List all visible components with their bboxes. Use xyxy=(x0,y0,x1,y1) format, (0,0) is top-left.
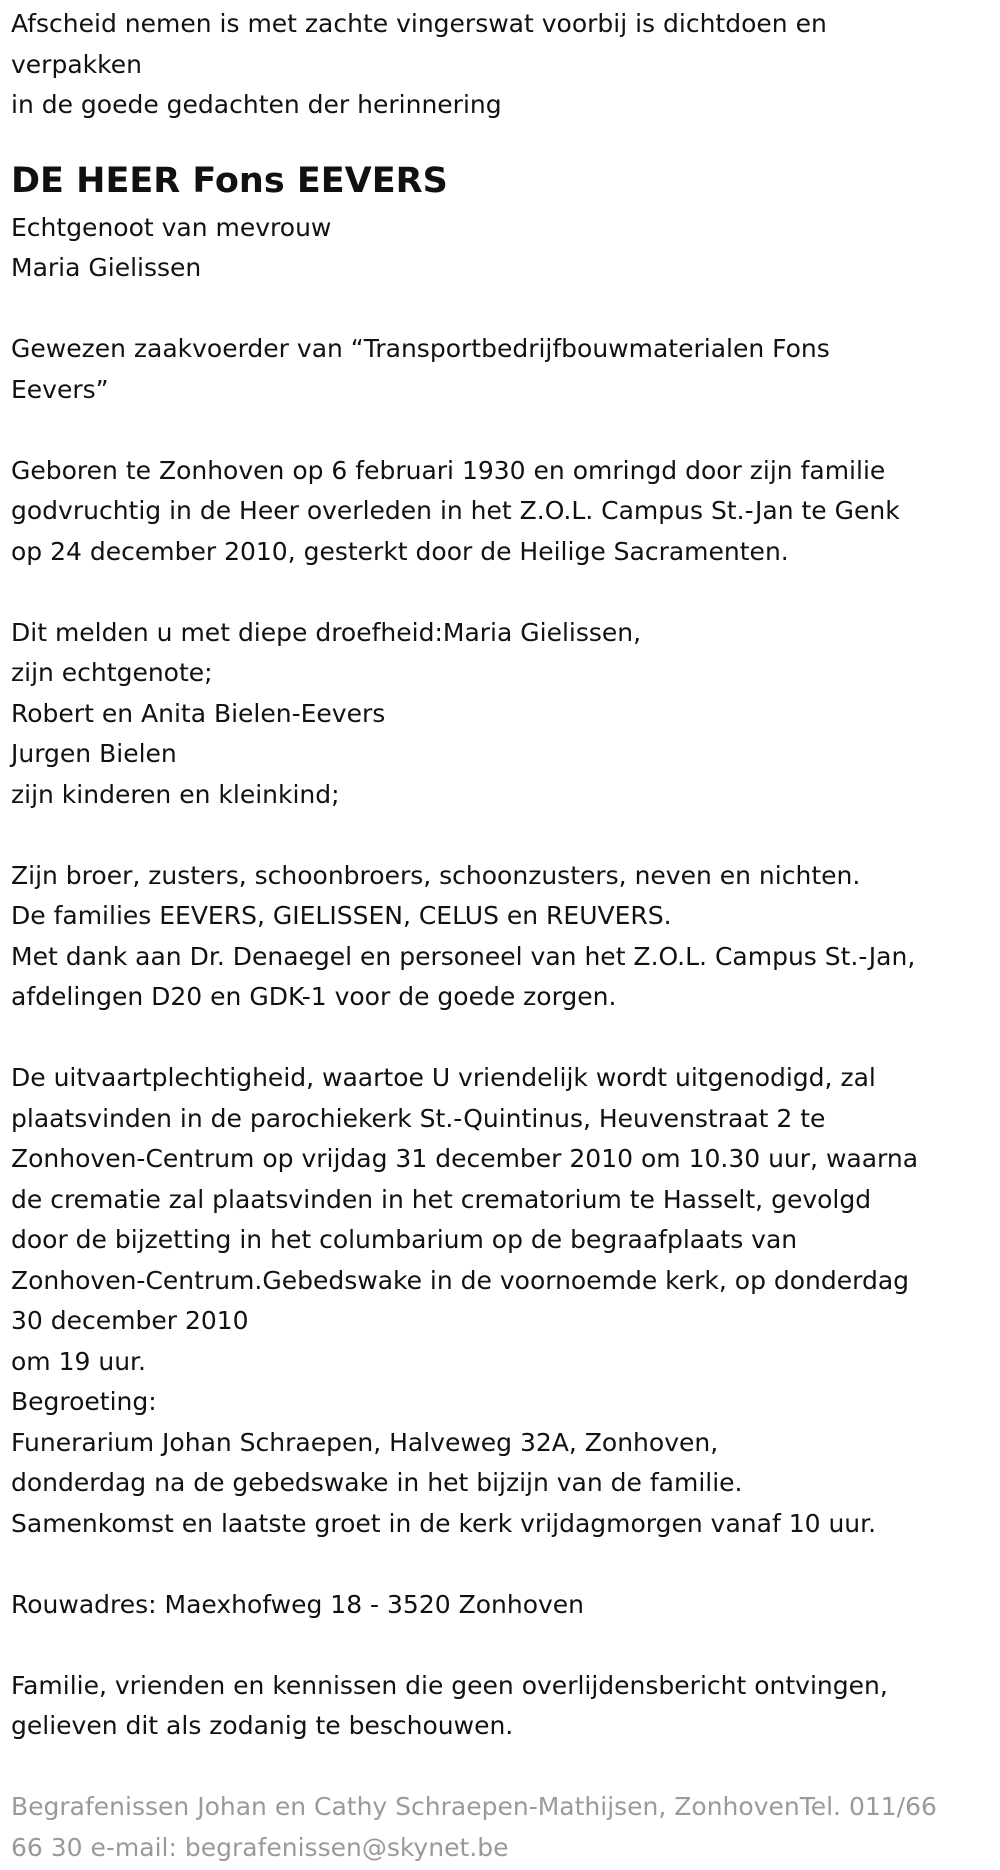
footer-line: Begrafenissen Johan en Cathy Schraepen-Mathijsen, ZonhovenTel. 011/66 xyxy=(11,1792,937,1821)
family-line: Zijn broer, zusters, schoonbroers, schoonzusters, neven en nichten. xyxy=(11,860,861,890)
ceremony-line: Funerarium Johan Schraepen, Halveweg 32A, Zonhoven, xyxy=(11,1427,719,1457)
birth-death-line: Geboren te Zonhoven op 6 februari 1930 en omringd door zijn familie xyxy=(11,455,886,485)
family-section xyxy=(11,856,1000,1018)
address-section xyxy=(11,1585,1000,1626)
career-line: Gewezen zaakvoerder van “Transportbedrijfbouwmaterialen Fons xyxy=(11,334,830,363)
announcers-section xyxy=(11,613,1000,816)
announcer-line: Robert en Anita Bielen-Eevers xyxy=(11,698,386,728)
announcer-line: Dit melden u met diepe droefheid:Maria Gielissen, xyxy=(11,617,642,647)
intro-line: Afscheid nemen is met zachte vingerswat voorbij is dichtdoen en xyxy=(11,9,827,38)
deceased-name-title: DE HEER Fons EEVERS xyxy=(11,160,448,201)
intro-line: verpakken xyxy=(11,49,142,79)
spacer xyxy=(11,1625,1000,1666)
announcer-line: zijn kinderen en kleinkind; xyxy=(11,779,340,809)
ceremony-line: 30 december 2010 xyxy=(11,1306,249,1335)
announcer-line: Jurgen Bielen xyxy=(11,739,177,768)
ceremony-line: De uitvaartplechtigheid, waartoe U vriendelijk wordt uitgenodigd, zal xyxy=(11,1063,876,1092)
ceremony-section xyxy=(11,1058,1000,1544)
birth-death-line: godvruchtig in de Heer overleden in het Z.O.L. Campus St.-Jan te Genk xyxy=(11,496,900,525)
spacer xyxy=(11,289,1000,330)
birth-death-line: op 24 december 2010, gesterkt door de Heilige Sacramenten. xyxy=(11,536,789,566)
ceremony-line: de crematie zal plaatsvinden in het crematorium te Hasselt, gevolgd xyxy=(11,1184,872,1214)
notice-line: gelieven dit als zodanig te beschouwen. xyxy=(11,1711,514,1740)
spacer xyxy=(11,1544,1000,1585)
family-line: De families EEVERS, GIELISSEN, CELUS en REUVERS. xyxy=(11,901,672,930)
family-line: afdelingen D20 en GDK-1 voor de goede zorgen. xyxy=(11,982,617,1011)
ceremony-line: om 19 uur. xyxy=(11,1346,146,1376)
birth-death-section xyxy=(11,451,1000,573)
spacer xyxy=(11,410,1000,451)
notice-section xyxy=(11,1666,1000,1747)
announcer-line: zijn echtgenote; xyxy=(11,658,213,687)
ceremony-line: Begroeting: xyxy=(11,1387,157,1416)
spouse-section xyxy=(11,208,1000,289)
notice-line: Familie, vrienden en kennissen die geen overlijdensbericht ontvingen, xyxy=(11,1670,888,1700)
ceremony-line: plaatsvinden in de parochiekerk St.-Quintinus, Heuvenstraat 2 te xyxy=(11,1103,826,1133)
mourning-address: Rouwadres: Maexhofweg 18 - 3520 Zonhoven xyxy=(11,1589,585,1619)
spacer xyxy=(11,1747,1000,1788)
career-line: Eevers” xyxy=(11,374,109,404)
family-line: Met dank aan Dr. Denaegel en personeel van het Z.O.L. Campus St.-Jan, xyxy=(11,941,916,971)
spacer xyxy=(11,815,1000,856)
ceremony-line: Zonhoven-Centrum.Gebedswake in de voornoemde kerk, op donderdag xyxy=(11,1265,910,1295)
ceremony-line: door de bijzetting in het columbarium op de begraafplaats van xyxy=(11,1225,798,1254)
spacer xyxy=(11,1018,1000,1059)
ceremony-line: Zonhoven-Centrum op vrijdag 31 december 2010 om 10.30 uur, waarna xyxy=(11,1144,919,1173)
funeral-home-footer xyxy=(11,1787,1000,1868)
ceremony-line: Samenkomst en laatste groet in de kerk vrijdagmorgen vanaf 10 uur. xyxy=(11,1508,877,1538)
spouse-line: Echtgenoot van mevrouw xyxy=(11,212,332,242)
spouse-line: Maria Gielissen xyxy=(11,253,202,282)
intro-line: in de goede gedachten der herinnering xyxy=(11,90,502,119)
ceremony-line: donderdag na de gebedswake in het bijzijn van de familie. xyxy=(11,1468,743,1497)
footer-line: 66 30 e-mail: begrafenissen@skynet.be xyxy=(11,1832,509,1862)
spacer xyxy=(11,572,1000,613)
career-section xyxy=(11,329,1000,410)
intro-poem xyxy=(11,4,1000,126)
